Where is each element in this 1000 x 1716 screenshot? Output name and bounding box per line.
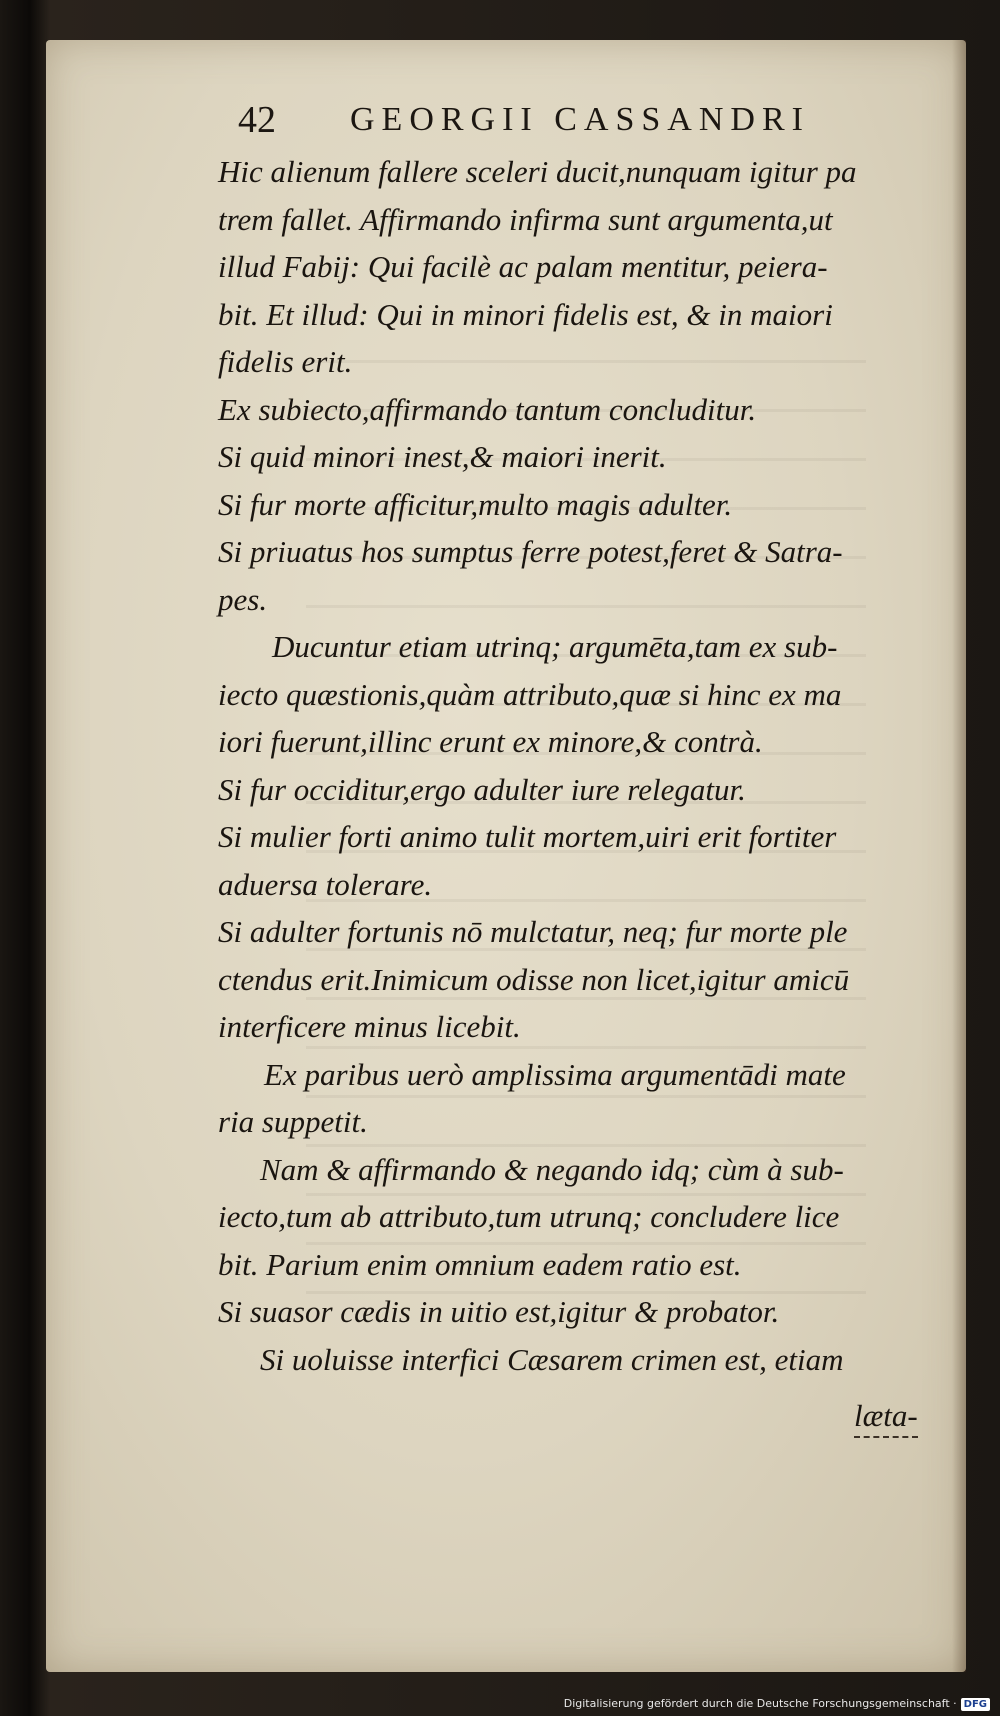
text-line: Nam & affirmando & negando idq; cùm à sub- xyxy=(260,1151,844,1187)
text-line: Si fur occiditur,ergo adulter iure relegatur. xyxy=(218,771,746,807)
text-line: iecto,tum ab attributo,tum utrunq; concludere lice xyxy=(218,1199,840,1234)
text-line: Si mulier forti animo tulit mortem,uiri erit fortiter xyxy=(218,819,837,854)
text-line: bit. Parium enim omnium eadem ratio est. xyxy=(218,1246,742,1282)
text-line: fidelis erit. xyxy=(218,344,353,379)
text-line: illud Fabij: Qui facilè ac palam mentitur, peiera- xyxy=(218,249,828,284)
text-line: iecto quæstionis,quàm attributo,quæ si hinc ex ma xyxy=(218,676,842,712)
text-line: Ducuntur etiam utrinq; argumēta,tam ex sub- xyxy=(272,629,838,664)
page-number: 42 xyxy=(238,99,276,141)
catchword: læta- xyxy=(854,1396,918,1438)
page-edge-shadow xyxy=(952,40,966,1672)
text-line: Si adulter fortunis nō mulctatur, neq; fur morte ple xyxy=(218,914,848,949)
text-line: bit. Et illud: Qui in minori fidelis est, & in maiori xyxy=(218,296,833,332)
text-line: Si priuatus hos sumptus ferre potest,feret & Satra- xyxy=(218,534,843,569)
text-line: trem fallet. Affirmando infirma sunt argumenta,ut xyxy=(218,201,833,237)
text-line: pes. xyxy=(218,581,268,617)
text-line: Si quid minori inest,& maiori inerit. xyxy=(218,439,667,474)
credit-text: Digitalisierung gefördert durch die Deutsche Forschungsgemeinschaft · xyxy=(563,1697,957,1710)
text-line: Si fur morte afficitur,multo magis adulter. xyxy=(218,486,733,522)
page-header xyxy=(238,96,928,144)
text-line: Si suasor cædis in uitio est,igitur & probator. xyxy=(218,1294,780,1329)
text-line: ctendus erit.Inimicum odisse non licet,igitur amicū xyxy=(218,961,850,997)
digitization-credit xyxy=(560,1697,990,1713)
body-text xyxy=(218,148,943,1383)
text-line: Hic alienum fallere sceleri ducit,nunquam igitur pa xyxy=(218,154,857,189)
dfg-logo: DFG xyxy=(961,1698,990,1711)
text-line: iori fuerunt,illinc erunt ex minore,& contrà. xyxy=(218,724,763,759)
text-line: ria suppetit. xyxy=(218,1104,368,1139)
text-line: Ex paribus uerò amplissima argumentādi mate xyxy=(264,1056,846,1092)
text-line: aduersa tolerare. xyxy=(218,866,433,902)
text-line: interficere minus licebit. xyxy=(218,1009,521,1044)
text-line: Si uoluisse interfici Cæsarem crimen est, etiam xyxy=(260,1341,844,1377)
running-head: GEORGII CASSANDRI xyxy=(350,101,810,138)
text-line: Ex subiecto,affirmando tantum concluditur. xyxy=(218,391,757,427)
